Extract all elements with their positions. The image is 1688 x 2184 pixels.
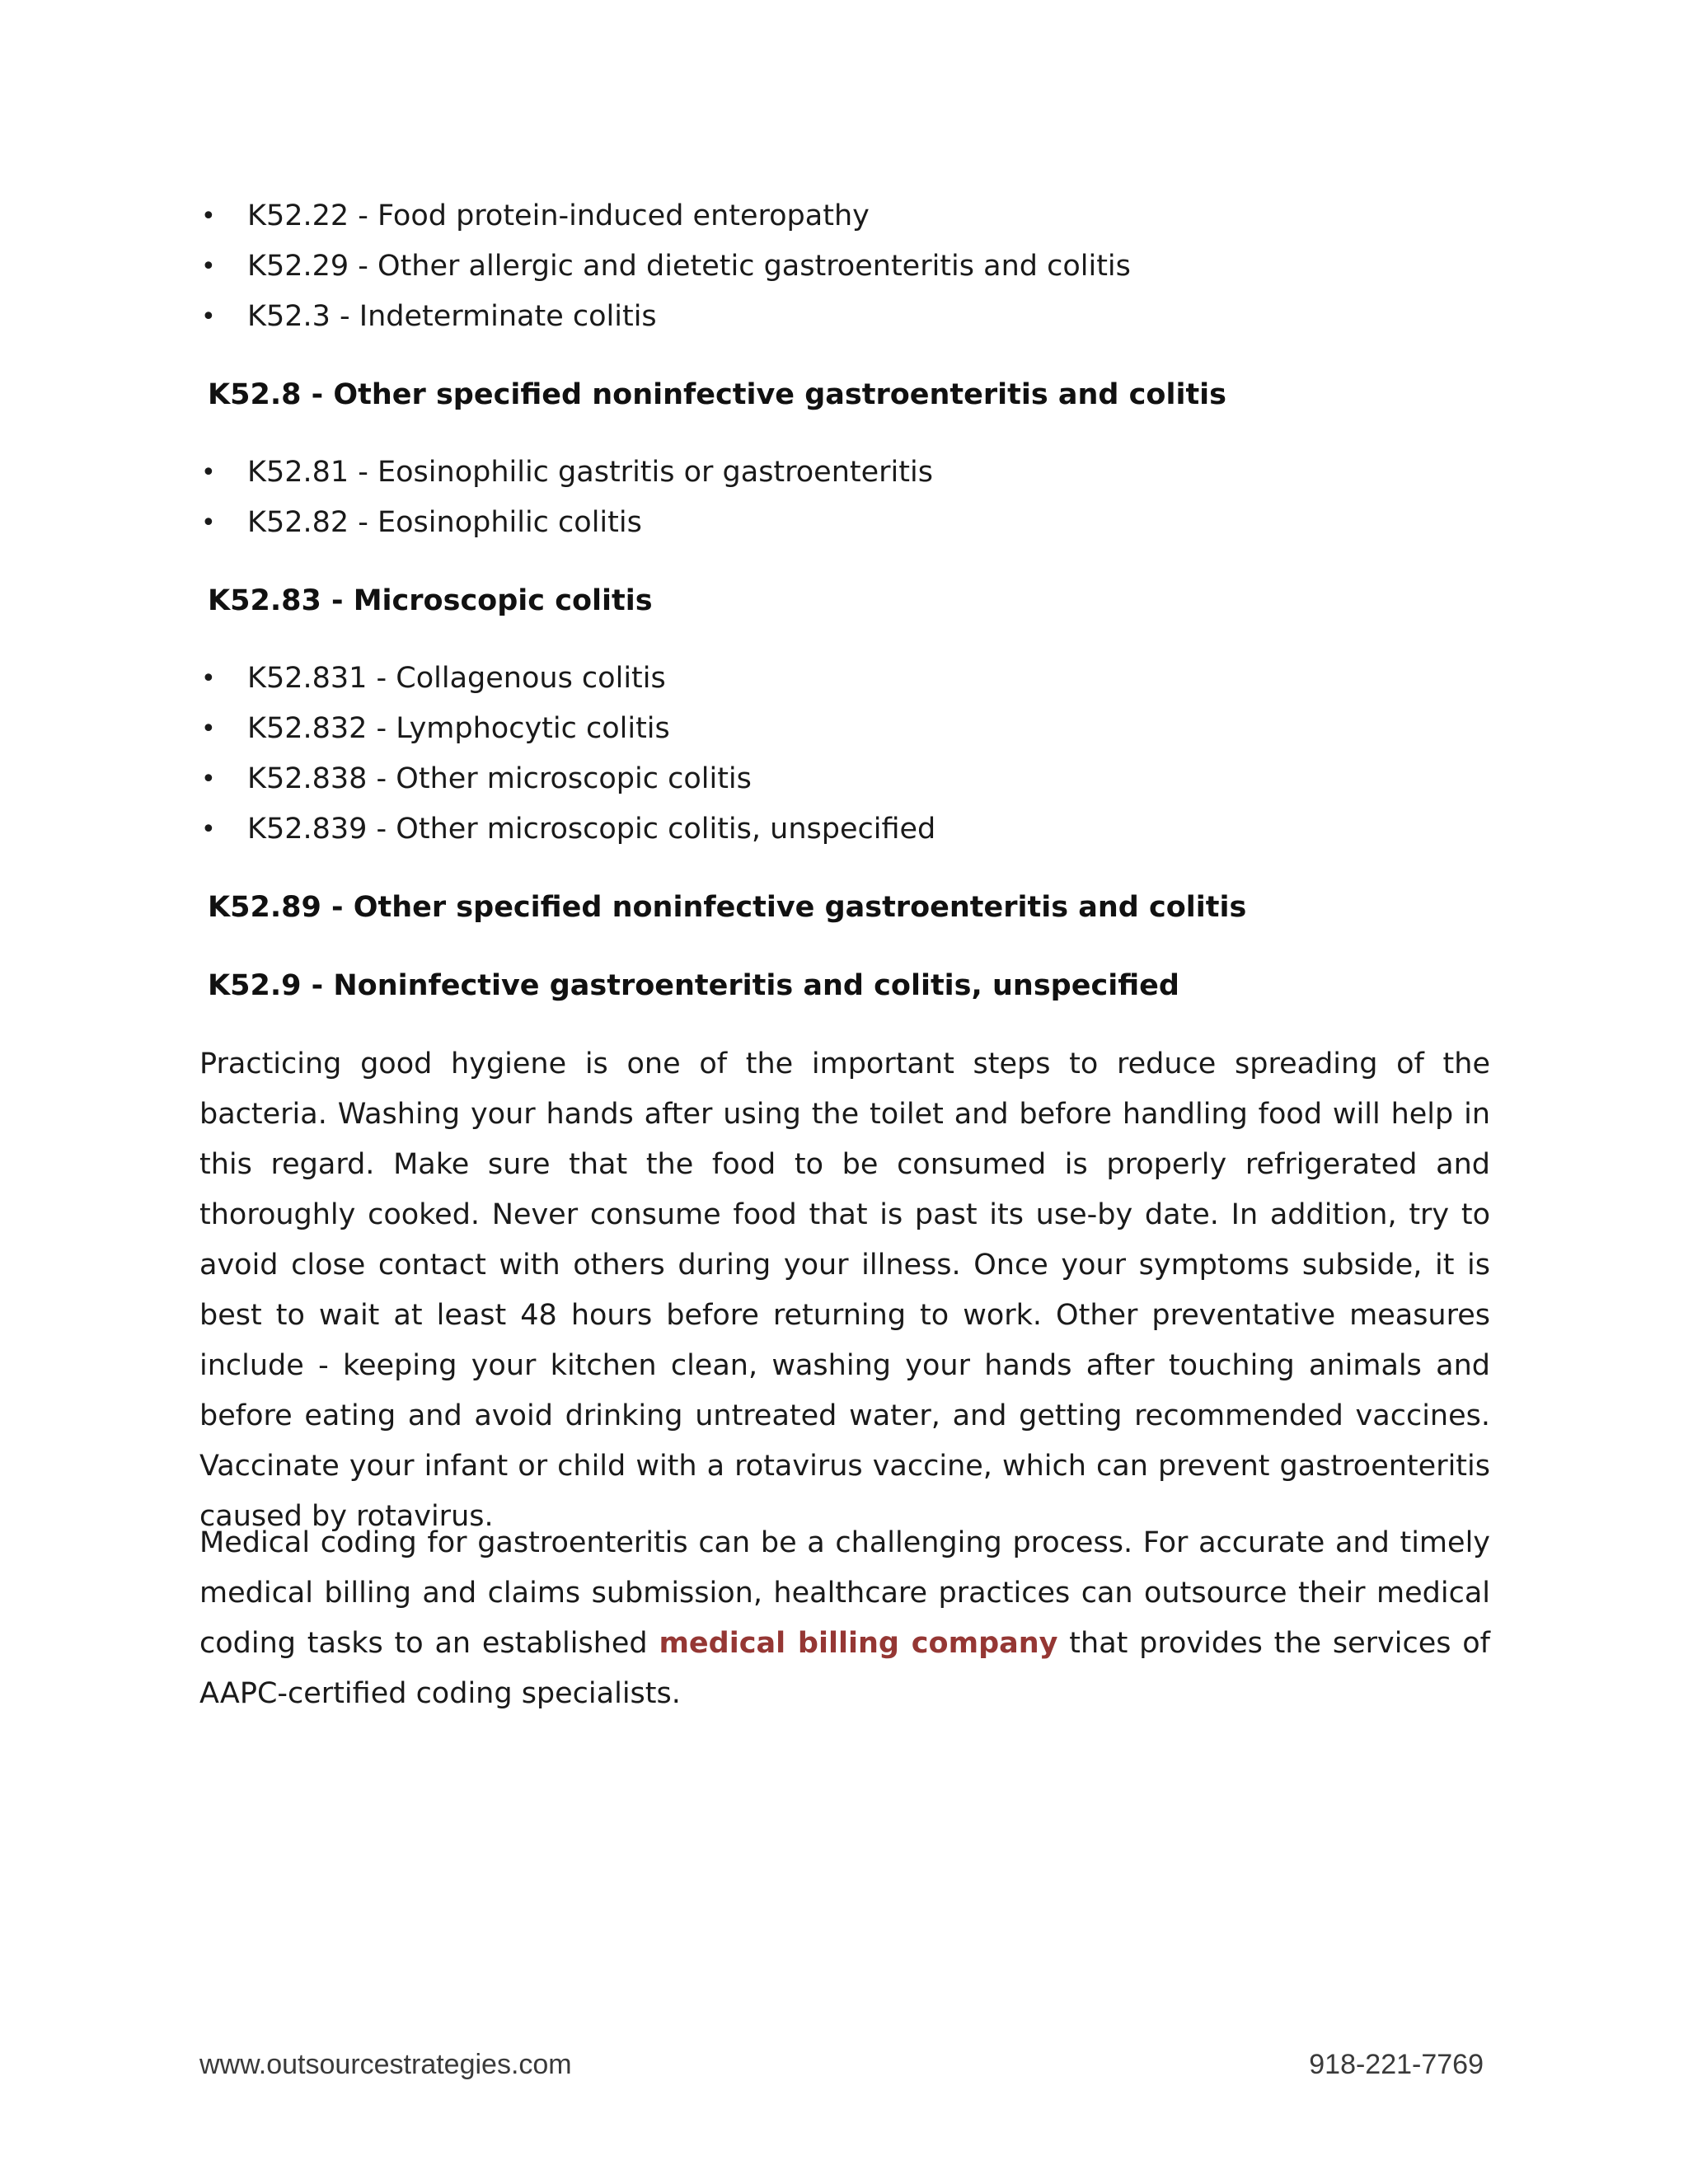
list-item [201,191,1131,241]
bullet-icon: • [201,458,216,487]
paragraph-text: that provides the services of AAPC-certified coding specialists. [199,1627,1491,1710]
coding-paragraph [199,1518,1490,1719]
list-item-text: K52.82 - Eosinophilic colitis [247,506,642,539]
hygiene-paragraph: Practicing good hygiene is one of the important steps to reduce spreading of the bacteria. Washing your hands after using the toilet and before handling food will help in this regard. Make sure that the food to be consumed is properly refrigerated and thoroughly cooked. Never consume food that is past its use-by date. In addition, try to avoid close contact with others during your illness. Once your symptoms subside, it is best to wait at least 48 hours before returning to work. Other preventative measures include - keeping your kitchen clean, washing your hands after touching animals and before eating and avoid drinking untreated water, and getting recommended vaccines. Vaccinate your infant or child with a rotavirus vaccine, which can prevent gastroenteritis caused by rotavirus. [199,1047,1490,1533]
bullet-icon: • [201,202,216,231]
list-item-text: K52.81 - Eosinophilic gastritis or gastroenteritis [247,456,933,489]
code-list-k52-8 [201,448,933,548]
list-item [201,241,1131,292]
list-item [201,704,935,754]
heading-k52-83: K52.83 - Microscopic colitis [208,584,653,617]
heading-k52-9: K52.9 - Noninfective gastroenteritis and colitis, unspecified [208,969,1179,1002]
code-list-k52-2 [201,191,1131,342]
list-item [201,654,935,704]
list-item [201,804,936,855]
bullet-icon: • [201,765,216,794]
medical-billing-company-link[interactable]: medical billing company [659,1627,1058,1660]
list-item-text: K52.22 - Food protein-induced enteropathy [247,199,870,232]
code-list-k52-83 [201,654,936,855]
list-item-text: K52.831 - Collagenous colitis [247,662,666,695]
bullet-icon: • [201,815,216,844]
list-item [201,292,1131,342]
footer-website: www.outsourcestrategies.com [199,2049,572,2080]
list-item-text: K52.838 - Other microscopic colitis [247,762,752,795]
list-item [201,498,933,548]
list-item-text: K52.3 - Indeterminate colitis [247,300,657,333]
bullet-icon: • [201,302,216,331]
footer-phone: 918-221-7769 [1309,2049,1484,2080]
bullet-icon: • [201,509,216,537]
heading-k52-8: K52.8 - Other specified noninfective gastroenteritis and colitis [208,378,1227,411]
list-item-text: K52.29 - Other allergic and dietetic gastroenteritis and colitis [247,250,1131,283]
bullet-icon: • [201,715,216,743]
bullet-icon: • [201,252,216,281]
list-item [201,754,935,804]
paragraph-text: Medical coding for gastroenteritis can be a challenging process. For accurate and timely medical billing and claims submission, healthcare practices can outsource their medical coding tasks to an established [199,1526,1490,1660]
list-item-text: K52.832 - Lymphocytic colitis [247,712,670,745]
heading-k52-89: K52.89 - Other specified noninfective gastroenteritis and colitis [208,891,1247,924]
bullet-icon: • [201,664,216,693]
list-item [201,448,933,498]
list-item-text: K52.839 - Other microscopic colitis, unspecified [247,813,936,846]
